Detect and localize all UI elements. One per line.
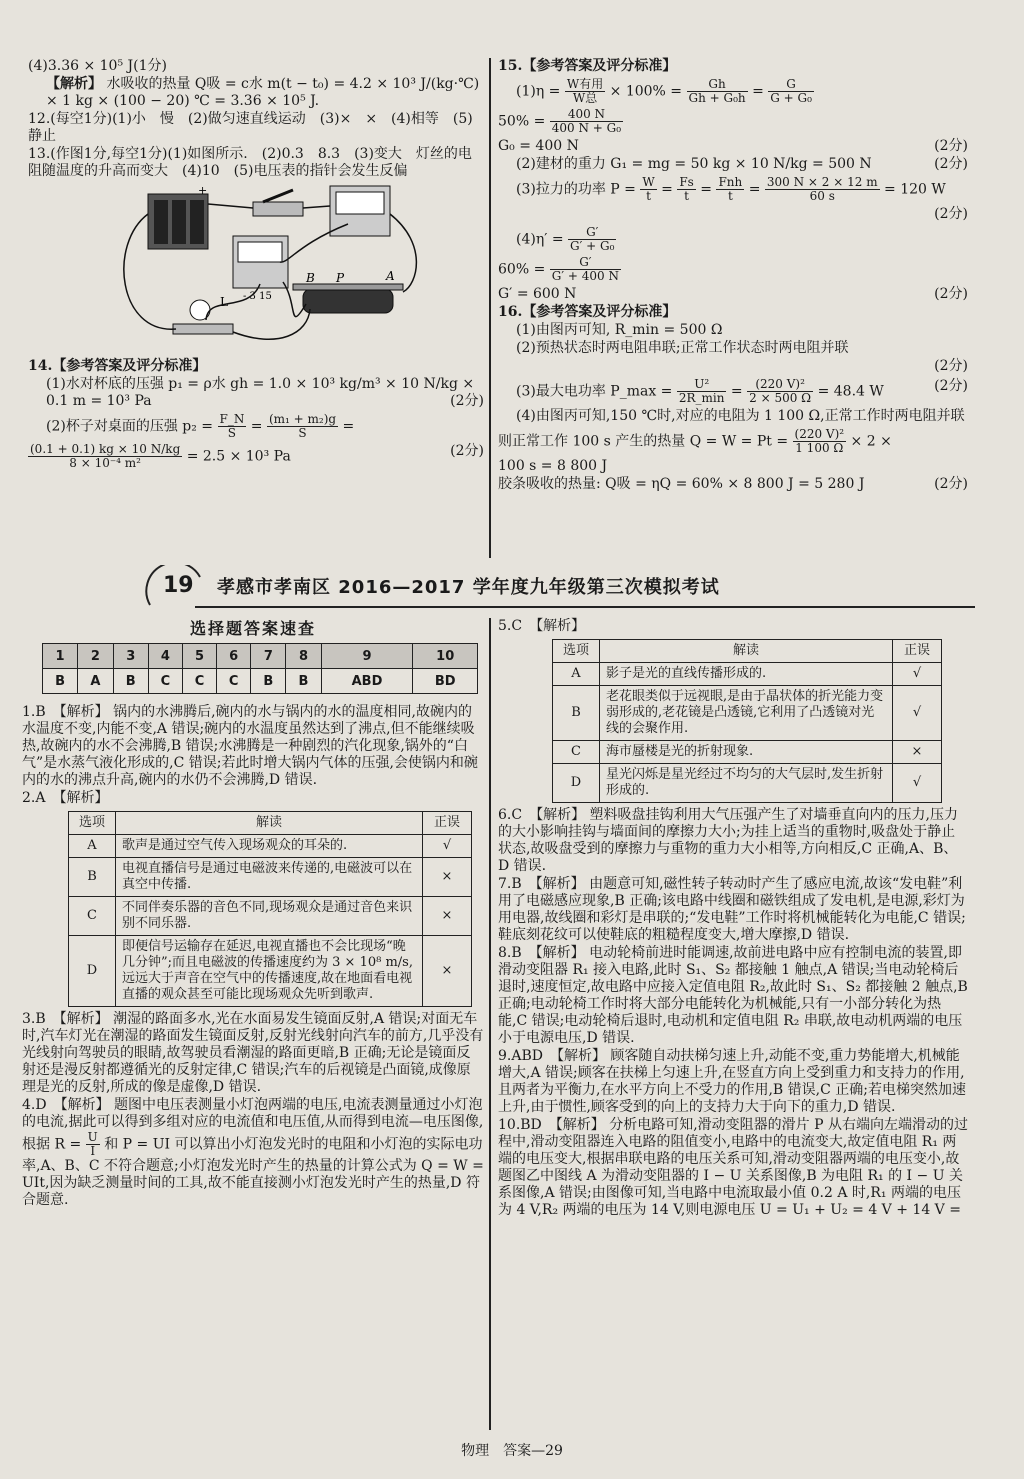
quick-number-cell: 10 [413,644,478,669]
q15-part4-eq2: 60% = [498,261,546,278]
q15-frac5: $\frac{W}{t}$ [642,175,655,203]
right-bottom-column [498,618,968,1220]
q5-table-explanation-cell: 海市蜃楼是光的折射现象. [600,741,893,764]
quick-answer-cell: C [217,669,251,694]
q5-table-option-cell: C [553,741,600,764]
q15-part3-lead: (3)拉力的功率 P = [516,181,636,198]
q16-frac1: $\frac{\text{U²}}{2R\_\min}$ [678,377,725,405]
q15-frac2: $\frac{Gh}{\text{Gh + G₀h}}$ [688,77,746,105]
q14-head: 14.【参考答案及评分标准】 [28,358,207,374]
banner-rule [195,606,975,608]
q13: 13.(作图1分,每空1分)(1)如图所示. (2)0.3 8.3 (3)变大 灯丝的电阻随温度的升高而变大 (4)10 (5)电压表的指针会发生反偏 [28,146,472,179]
quick-number-cell: 1 [43,644,78,669]
q15-part4-score: (2分) [934,286,968,302]
q14-part2-result: = 2.5 × 10³ Pa [186,448,291,465]
q16-frac2: $\frac{\text{(220 V)²}}{2 \times 500 \Omega}$ [749,377,812,405]
q2-table-row [69,936,472,1007]
q5-option-table [552,639,942,803]
q14-frac1: $\frac{F\_N}{S}$ [219,412,245,440]
q2-table-explanation-cell: 不同伴奏乐器的音色不同,现场观众是通过音色来识别不同乐器. [116,897,423,936]
q11-analysis-tag: 【解析】 [46,76,102,92]
q2-table-verdict-cell: √ [423,835,472,858]
quick-number-cell: 7 [251,644,286,669]
q15-part4-lead: (4)η′ = [516,231,564,248]
q2-option-table [68,811,472,1007]
q4-frac: $\frac{U}{I}$ [87,1130,98,1158]
q5-table-explanation-cell: 影子是光的直线传播形成的. [600,663,893,686]
q9-analysis: 9.ABD 【解析】 顾客随自动扶梯匀速上升,动能不变,重力势能增大,机械能增大,A 错误;顾客在扶梯上匀速上升,在竖直方向上受到重力和支持力的作用,且两者为平衡力,在水平方向上不受力的作用,B 错误,C 正确;若电梯突然加速上升,由于惯性,顾客受到的向上的支持力大于向下的重力,D 错误. [498,1048,966,1115]
q14-part2-score: (2分) [450,443,484,459]
quick-number-cell: 4 [148,644,182,669]
q5-table-explanation-cell: 老花眼类似于远视眼,是由于晶状体的折光能力变弱形成的,老花镜是凸透镜,它利用了凸透镜对光线的会聚作用. [600,686,893,741]
page-footer: 物理 答案—29 [461,1443,563,1459]
exam-banner [145,573,975,607]
q2-table-row [69,835,472,858]
q15-frac7: $\frac{\text{Fnh}}{t}$ [718,175,743,203]
q2-table-verdict-cell: × [423,858,472,897]
q2-table-explanation-cell: 电视直播信号是通过电磁波来传递的,电磁波可以在真空中传播. [116,858,423,897]
q5-table-row [553,686,942,741]
q2-table-verdict-cell: × [423,936,472,1007]
q15-frac10: $\frac{G'}{G' + 400 N}$ [551,255,619,283]
q12: 12.(每空1分)(1)小 慢 (2)做匀速直线运动 (3)× × (4)相等 (5)静止 [28,111,473,144]
q14-frac3: $\frac{(0.1 + 0.1) kg \times 10 N/kg}{\text{8 × 10⁻⁴ m²}}$ [30,442,181,470]
quick-answer-cell: BD [413,669,478,694]
q15-frac1: $\frac{\text{W有用}}{\text{W总}}$ [566,77,604,105]
q7-analysis: 7.B 【解析】 由题意可知,磁性转子转动时产生了感应电流,故该“发电鞋”利用了电磁感应现象,B 正确;该电路中线圈和磁铁组成了发电机,是电源,彩灯为用电器,故线圈和彩灯是串联的;“发电鞋”工作时将机械能转化为电能,C 错误;鞋底刻花纹可以使鞋底的粗糙程度变大,增大摩擦,D 错误. [498,876,966,943]
q2-table-header-cell: 选项 [69,812,116,835]
q16-part4-score: (2分) [934,476,968,492]
exam-number: 19 [163,573,194,598]
q16-part3-result: = 48.4 W [817,383,884,400]
quick-answer-cell: C [148,669,182,694]
q14-frac2: $\frac{\text{(m₁ + m₂)g}}{S}$ [268,412,337,440]
q15-frac4: $\frac{400 N}{\text{400 N + G₀}}$ [551,107,622,135]
exam-title: 孝感市孝南区 2016—2017 学年度九年级第三次模拟考试 [217,577,720,598]
q2-table-row [69,897,472,936]
q16-part4-tail: × 2 × [850,433,892,450]
quick-answer-cell: B [113,669,148,694]
q16-part1: (1)由图丙可知, R_min = 500 Ω [516,322,723,338]
right-top-column: 15.【参考答案及评分标准】 (1)η = $\frac{\text{W有用}}{\text{W总}}$ × 100% = $\frac{Gh}{\text{Gh + G₀h}}$ = $\frac{G}{\text{G + G₀}}$ 50% = $\frac{400 N}{\text{400 N + G₀}}$ G₀ = 400 N (2分) (2)建材的重力 G₁ = mg = 50 kg × 10 N/kg = 500 N (2分) (3)拉力的功率 P = $\frac{W}{t}$ = $\frac{Fs}{t}$ = $\frac{\text{Fnh}}{t}$ = $\frac{300 N \times 2 \times 12 m}{60 s}$ = 120 W (2分) (4)η′ = $\frac{G'}{\text{G′ + G₀}}$ 60% = $\frac{G'}{G' + 400 N}$ G′ = 600 N (2分) 16.【参考答案及评分标准】 (1)由图丙可知, R_min = 500 Ω (2)预热状态时两电阻串联;正常工作状态时两电阻并联 (2分) (3)最大电功率 P_max = $\frac{\text{U²}}{2R\_\min}$ = $\frac{\text{(220 V)²}}{2 \times 500 \Omega}$ = 48.4 W (2分) (4)由图丙可知,150 ℃时,对应的电阻为 1 100 Ω,正常工作时两电阻并联 则正常工作 100 s 产生的热量 Q = W = Pt = $\frac{\text{(220 V)²}}{1 100 \Omega}$ × 2 × 100 s = 8 800 J 胶条吸收的热量: Q吸 = ηQ = 60% × 8 800 J = 5 280 J (2分) [498,58,968,492]
q5-table-option-cell: B [553,686,600,741]
q2-table-option-cell: B [69,858,116,897]
q16-part4: (4)由图丙可知,150 ℃时,对应的电阻为 1 100 Ω,正常工作时两电阻并联 [516,408,965,424]
rheostat-p-label: P [336,271,345,285]
q2-table-row [69,858,472,897]
rheostat-a-label: A [386,269,395,283]
q15-part1-mid: × 100% = [609,83,683,100]
q11-analysis: 水吸收的热量 Q吸 = c水 m(t − t₀) = 4.2 × 10³ J/(kg·℃) × 1 kg × (100 − 20) ℃ = 3.36 × 10⁵ J. [46,76,480,109]
quick-answer-table [42,643,478,694]
quick-number-cell: 9 [321,644,413,669]
q15-frac3: $\frac{G}{\text{G + G₀}}$ [770,77,812,105]
q2-table-option-cell: D [69,936,116,1007]
quick-number-cell: 6 [217,644,251,669]
q16-part4-heat: 则正常工作 100 s 产生的热量 Q = W = Pt = [498,433,789,450]
q15-g0: G₀ = 400 N [498,138,579,154]
q4-analysis-part2: 和 P = UI 可以算出小灯泡发光时的电阻和小灯泡的实际电功率,A、B、C 不符合题意;小灯泡发光时产生的热量的计算公式为 Q = W = UIt,因为缺乏测量时间的工具,故不能直接测小灯泡发光时产生的热量,D 符合题意. [22,1136,484,1208]
quick-answer-cell: A [78,669,114,694]
quick-number-cell: 5 [182,644,216,669]
switch-icon [253,190,303,216]
quick-answer-cell: C [182,669,216,694]
quick-answer-cell: B [286,669,321,694]
q16-part4-result: 100 s = 8 800 J [498,458,608,474]
ammeter-icon [233,236,288,288]
q5-table-verdict-cell: √ [893,686,942,741]
left-top-column: (4)3.36 × 10⁵ J(1分) 【解析】 水吸收的热量 Q吸 = c水 m(t − t₀) = 4.2 × 10³ J/(kg·℃) × 1 kg × (100 − 20) ℃ = 3.36 × 10⁵ J. 12.(每空1分)(1)小 慢 (2)做匀速直线运动 (3)× × (4)相等 (5)静止 13.(作图1分,每空1分)(1)如图所示. (2)0.3 8.3 (3)变大 灯丝的电阻随温度的升高而变大 (4)10 (5)电压表的指针会发生反偏 + - 3 15 B P A L 14.【参考答案及评分标准】 (1)水对杯底的压强 p₁ = ρ水 gh = 1.0 × 10³ kg/m³ × 10 N/kg × 0.1 m = 10³ Pa (2分) (2)杯子对桌面的压强 p₂ = $\frac{F\_N}{S}$ = $\frac{\text{(m₁ + m₂)g}}{S}$ = $\frac{(0.1 + 0.1) kg \times 10 N/kg}{\text{8 × 10⁻⁴ m²}}$ = 2.5 × 10³ Pa (2分) [28,58,484,470]
quick-answer-row [43,669,478,694]
q14-part1: (1)水对杯底的压强 p₁ = ρ水 gh = 1.0 × 10³ kg/m³ × 10 N/kg × 0.1 m = 10³ Pa [46,376,475,409]
quick-answer-title: 选择题答案速查 [22,620,484,637]
q2-table-option-cell: C [69,897,116,936]
q15-frac9: $\frac{G'}{\text{G′ + G₀}}$ [570,225,615,253]
q8-analysis: 8.B 【解析】 电动轮椅前进时能调速,故前进电路中应有控制电流的装置,即滑动变阻器 R₁ 接入电路,此时 S₁、S₂ 都接触 1 触点,A 错误;当电动轮椅后退时,速度恒定,故电路中应接入定值电阻 R₂,故此时 S₁、S₂ 都接触 2 触点,B 正确;电动轮椅工作时将大部分电能转化为机械能,只有一小部分转化为热能,C 错误;电动轮椅后退时,电动机和定值电阻 R₂ 串联,故电动机两端的电压小于电源电压,D 错误. [498,945,968,1046]
q16-part3-lead: (3)最大电功率 P_max = [516,383,673,400]
circuit-diagram [48,184,478,354]
q15-part3-result: = 120 W [884,181,946,198]
q2-analysis: 2.A 【解析】 [22,790,109,806]
q14-part1-score: (2分) [450,393,484,409]
quick-number-row [43,644,478,669]
quick-number-cell: 3 [113,644,148,669]
q15-part2-score: (2分) [934,156,968,172]
left-bottom-column [22,618,484,1210]
q5-table-row [553,764,942,803]
rheostat-icon [293,284,403,313]
q5-table-explanation-cell: 星光闪烁是星光经过不均匀的大气层时,发生折射形成的. [600,764,893,803]
q2-table-option-cell: A [69,835,116,858]
q16-frac3: $\frac{\text{(220 V)²}}{1 100 \Omega}$ [794,427,845,455]
q5-table-header-cell: 解读 [600,640,893,663]
q4-analysis-part1: 4.D 【解析】 题图中电压表测量小灯泡两端的电压,电流表测量通过小灯泡的电流,据此可以得到多组对应的电流值和电压值,从而得到电流—电压图像,根据 R = [22,1097,484,1153]
column-divider-bottom [489,618,491,1430]
q15-g-prime: G′ = 600 N [498,286,577,302]
q15-part1-score: (2分) [934,138,968,154]
q5-table-option-cell: A [553,663,600,686]
q5-table-header-cell: 正误 [893,640,942,663]
q15-head: 15.【参考答案及评分标准】 [498,58,677,74]
rheostat-b-label: B [306,271,315,285]
q15-frac8: $\frac{300 N \times 2 \times 12 m}{60 s}$ [766,175,878,203]
q15-part1-lead: (1)η = [516,83,561,100]
q5-table-verdict-cell: √ [893,663,942,686]
q5-table-verdict-cell: √ [893,764,942,803]
q10-analysis: 10.BD 【解析】 分析电路可知,滑动变阻器的滑片 P 从右端向左端滑动的过程中,滑动变阻器连入电路的阻值变小,电路中的电流变大,故定值电阻 R₁ 两端的电压变大,根据串联电路的电压关系可知,滑动变阻器两端的电压变小,故题图乙中图线 A 为滑动变阻器的 I − U 关系图像,B 为电阻 R₁ 的 I − U 关系图像,A 错误;由图像可知,当电路中电流取最小值 0.2 A 时,R₁ 两端的电压为 4 V,R₂ 两端的电压为 14 V,则电源电压 U = U₁ + U₂ = 4 V + 14 V = [498,1117,968,1218]
q5-table-verdict-cell: × [893,741,942,764]
q16-head: 16.【参考答案及评分标准】 [498,304,677,320]
meter-terminal-label: - 3 15 [243,291,272,302]
q2-table-header-cell: 正误 [423,812,472,835]
quick-answer-cell: B [251,669,286,694]
q15-part1-eq2: 50% = [498,113,546,130]
q15-frac6: $\frac{Fs}{t}$ [679,175,694,203]
q16-part3-score: (2分) [934,378,968,394]
q2-table-explanation-cell: 即便信号运输存在延迟,电视直播也不会比现场“晚几分钟”;而且电磁波的传播速度约为 3 × 10⁸ m/s,远远大于声音在空气中的传播速度,故在地面看电视直播的观众甚至可能比现场观众先听到歌声. [116,936,423,1007]
quick-number-cell: 8 [286,644,321,669]
battery-plus-label: + [198,184,208,197]
q2-table-header-cell: 解读 [116,812,423,835]
q5-table-row [553,741,942,764]
q16-part4-absorbed: 胶条吸收的热量: Q吸 = ηQ = 60% × 8 800 J = 5 280 J [498,476,865,492]
q15-part3-score: (2分) [934,206,968,222]
quick-answer-cell: B [43,669,78,694]
battery-icon [148,194,208,249]
quick-answer-cell: ABD [321,669,413,694]
q2-table-verdict-cell: × [423,897,472,936]
column-divider-top [489,58,491,558]
q5-table-row [553,663,942,686]
q2-table-explanation-cell: 歌声是通过空气传入现场观众的耳朵的. [116,835,423,858]
q16-part2: (2)预热状态时两电阻串联;正常工作状态时两电阻并联 [516,340,849,356]
q5-table-header-cell: 选项 [553,640,600,663]
q11-part4: (4)3.36 × 10⁵ J(1分) [28,58,167,74]
bulb-l-label: L [220,295,228,309]
q14-part2-lead: (2)杯子对桌面的压强 p₂ = [46,418,218,435]
q6-analysis: 6.C 【解析】 塑料吸盘挂钩利用大气压强产生了对墙垂直向内的压力,压力的大小影响挂钩与墙面间的摩擦力大小;为挂上适当的重物时,吸盘处于静止状态,故吸盘受到的摩擦力与重物的重力大小相等,方向相反,C 正确,A、B、D 错误. [498,807,958,874]
q3-analysis: 3.B 【解析】 潮湿的路面多水,光在水面易发生镜面反射,A 错误;对面无车时,汽车灯光在潮湿的路面发生镜面反射,反射光线射向汽车的前方,几乎没有光线射向驾驶员的眼睛,故驾驶员看潮湿的路面更暗,B 正确;无论是镜面反射还是漫反射都遵循光的反射定律,C 错误;汽车的后视镜是凸面镜,成像原理是光的反射,所成的像是虚像,D 错误. [22,1011,484,1095]
q5-table-option-cell: D [553,764,600,803]
quick-number-cell: 2 [78,644,114,669]
q15-part2: (2)建材的重力 G₁ = mg = 50 kg × 10 N/kg = 500 N [516,156,872,172]
q5-analysis: 5.C 【解析】 [498,618,586,634]
q16-part2-score: (2分) [934,358,968,374]
q1-analysis: 1.B 【解析】 锅内的水沸腾后,碗内的水与锅内的水的温度相同,故碗内的水温度不变,内能不变,A 错误;碗内的水温度虽然达到了沸点,但不能继续吸热,故碗内的水不会沸腾,B 错误;水沸腾是一种剧烈的汽化现象,锅外的“白气”是水蒸气液化形成的,C 错误;若此时增大锅内气体的压强,会使锅内和碗内的水的沸点升高,碗内的水仍不会沸腾,D 错误. [22,704,478,788]
